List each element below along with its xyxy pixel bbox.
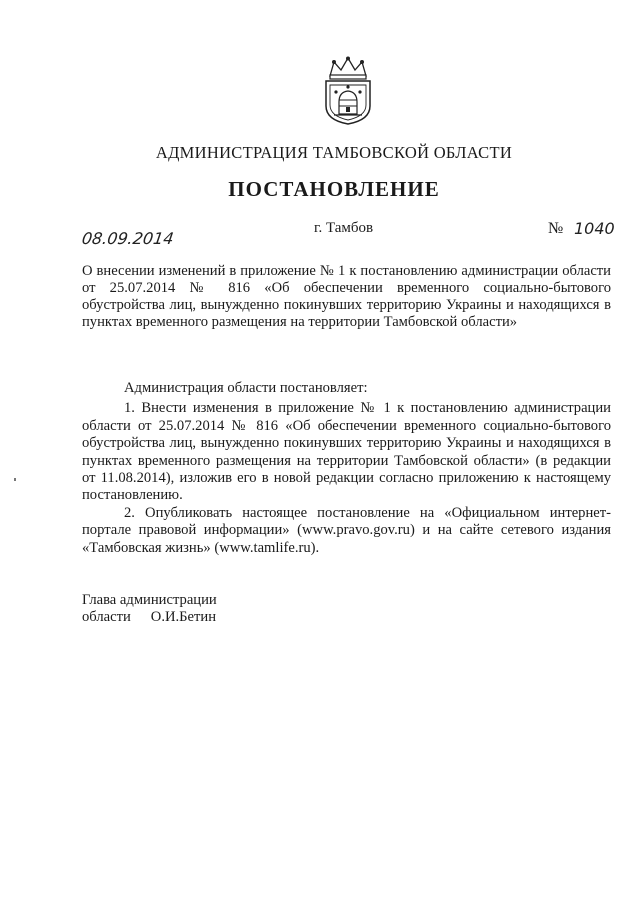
signature-title-line2: области [82, 609, 131, 625]
signatory-name: О.И.Бетин [150, 609, 217, 625]
body-item-1: 1. Внести изменения в приложение № 1 к постановлению администрации области от 25.07.2014 № 816 «Об обеспечении временного социально-бытового обустройства лиц, вынужденно покинувших территорию Украины и находящихся в пунктах временного размещения на территории Тамбовской области» (в редакции от 11.08.2014), изложив его в новой редакции согласно приложению к настоящему постановлению. [82, 400, 611, 504]
organization-name: АДМИНИСТРАЦИЯ ТАМБОВСКОЙ ОБЛАСТИ [155, 143, 513, 162]
body-intro: Администрация области постановляет: [124, 380, 368, 396]
signature-block [82, 592, 217, 626]
signature-title-line1: Глава администрации [82, 592, 217, 608]
document-body [82, 380, 611, 557]
document-date: 08.09.2014 [80, 229, 175, 248]
subject-text: О внесении изменений в приложение № 1 к постановлению администрации области от 25.07.2014 № 816 «Об обеспечении временного социально-бытового обустройства лиц, вынужденно покинувших территорию Украины и находящихся в пунктах временного размещения на территории Тамбовской области» [82, 263, 611, 330]
signature-title-line2-wrap [82, 609, 217, 626]
document-number-label: № [548, 220, 564, 237]
scan-artifact [14, 478, 16, 481]
document-city: г. Тамбов [314, 220, 374, 236]
document-subject [82, 263, 611, 331]
document-number: 1040 [574, 219, 615, 238]
body-item-2: 2. Опубликовать настоящее постановление на «Официальном интернет-портале правовой информации» (www.pravo.gov.ru) и на сайте сетевого издания «Тамбовская жизнь» (www.tamlife.ru). [82, 504, 611, 556]
document-type-title: ПОСТАНОВЛЕНИЕ [228, 177, 440, 201]
tambov-coat-of-arms-icon [322, 56, 374, 126]
